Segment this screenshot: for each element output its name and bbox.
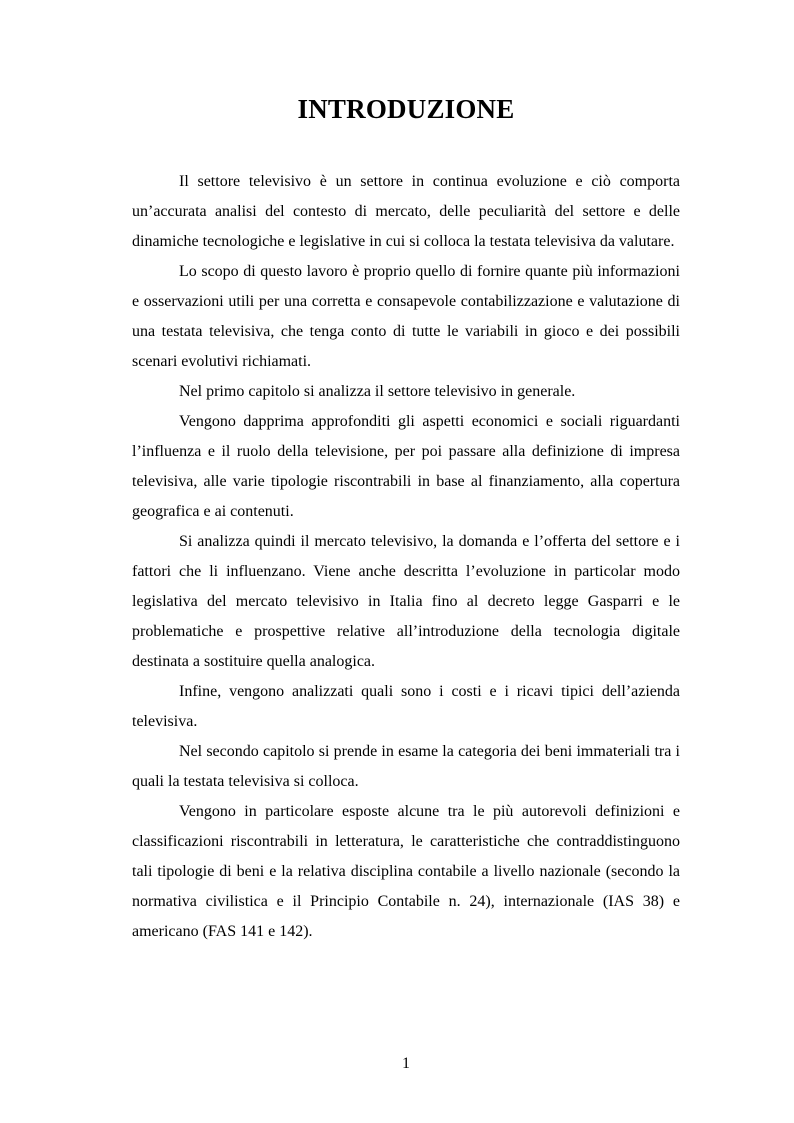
page-number: 1	[402, 1055, 410, 1072]
paragraph-8: Vengono in particolare esposte alcune tra le più autorevoli definizioni e classificazioni riscontrabili in letteratura, le caratteristiche che contraddistinguono tali tipologie di beni e la relativa disciplina contabile a livello nazionale (secondo la normativa civilistica e il Principio Contabile n. 24), internazionale (IAS 38) e americano (FAS 141 e 142).	[132, 803, 680, 940]
paragraph-1: Il settore televisivo è un settore in continua evoluzione e ciò comporta un’accurata analisi del contesto di mercato, delle peculiarità del settore e delle dinamiche tecnologiche e legislative in cui si colloca la testata televisiva da valutare.	[132, 173, 680, 250]
paragraph-7: Nel secondo capitolo si prende in esame la categoria dei beni immateriali tra i quali la testata televisiva si colloca.	[132, 743, 680, 790]
paragraph-3: Nel primo capitolo si analizza il settore televisivo in generale.	[179, 383, 576, 400]
paragraph-5: Si analizza quindi il mercato televisivo, la domanda e l’offerta del settore e i fattori che li influenzano. Viene anche descritta l’evoluzione in particolar modo legislativa del mercato televisivo in Italia fino al decreto legge Gasparri e le problematiche e prospettive relative all’introduzione della tecnologia digitale destinata a sostituire quella analogica.	[132, 533, 680, 670]
paragraph-6: Infine, vengono analizzati quali sono i costi e i ricavi tipici dell’azienda televisiva.	[132, 683, 680, 730]
page-title: INTRODUZIONE	[297, 94, 515, 124]
paragraph-4: Vengono dapprima approfonditi gli aspetti economici e sociali riguardanti l’influenza e il ruolo della televisione, per poi passare alla definizione di impresa televisiva, alle varie tipologie riscontrabili in base al finanziamento, alla copertura geografica e ai contenuti.	[132, 413, 680, 520]
paragraph-2: Lo scopo di questo lavoro è proprio quello di fornire quante più informazioni e osservazioni utili per una corretta e consapevole contabilizzazione e valutazione di una testata televisiva, che tenga conto di tutte le variabili in gioco e dei possibili scenari evolutivi richiamati.	[132, 263, 680, 370]
body-text	[132, 167, 680, 947]
